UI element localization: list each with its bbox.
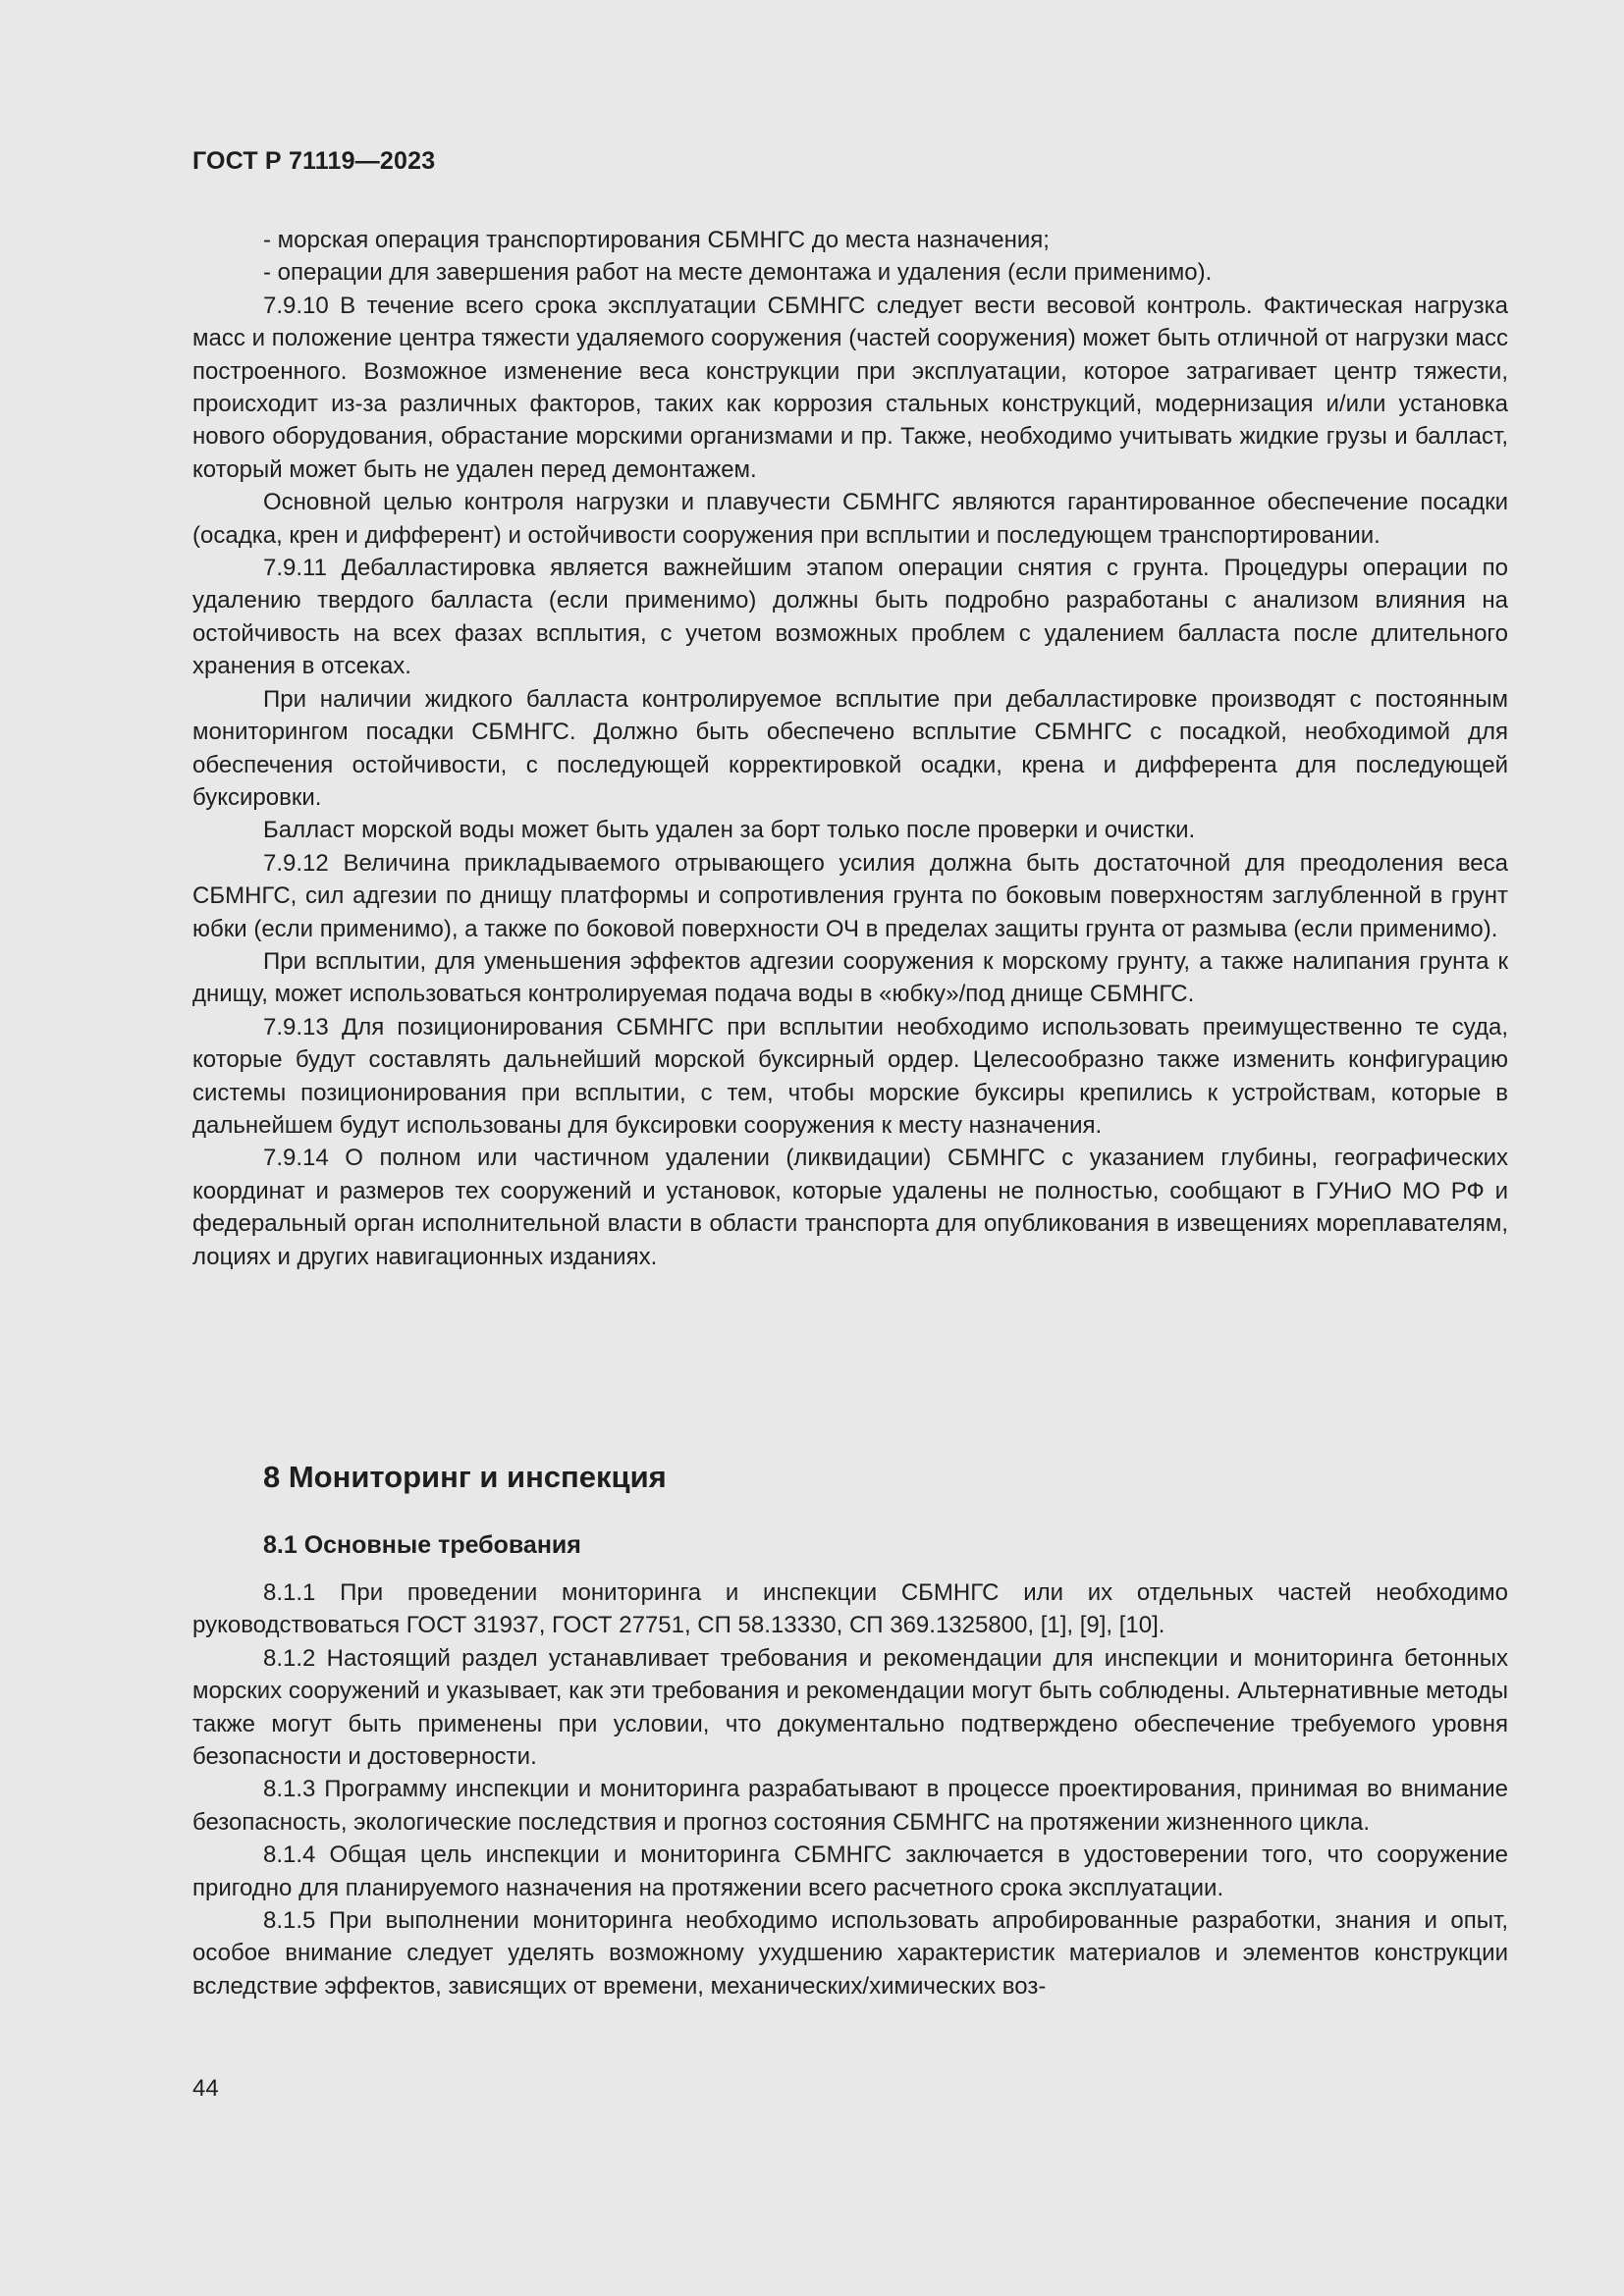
list-item: - операции для завершения работ на месте демонтажа и удаления (если применимо). bbox=[263, 259, 1213, 287]
paragraph-7-9-11: 7.9.11 Дебалластировка является важнейшим этапом операции снятия с грунта. Процедуры операции по удалению твердого балласта (если применимо) должны быть подробно разработаны с анализом влияния на остойчивость на всех фазах всплытия, с учетом возможных проблем с удалением балласта после длительного хранения в отсеках. bbox=[192, 555, 1508, 680]
subsection-heading: 8.1 Основные требования bbox=[263, 1531, 581, 1559]
body-text-top bbox=[192, 224, 1508, 1273]
list-item: - морская операция транспортирования СБМНГС до места назначения; bbox=[263, 227, 1050, 253]
paragraph-8-1-4: 8.1.4 Общая цель инспекции и мониторинга СБМНГС заключается в удостоверении того, что сооружение пригодно для планируемого назначения на протяжении всего расчетного срока эксплуатации. bbox=[192, 1842, 1508, 1901]
paragraph-7-9-10: 7.9.10 В течение всего срока эксплуатации СБМНГС следует вести весовой контроль. Фактическая нагрузка масс и положение центра тяжести удаляемого сооружения (частей сооружения) может быть отличной от нагрузки масс построенного. Возможное изменение веса конструкции при эксплуатации, которое затрагивает центр тяжести, происходит из-за различных факторов, таких как коррозия стальных конструкций, модернизация и/или установка нового оборудования, обрастание морскими организмами и пр. Также, необходимо учитывать жидкие грузы и балласт, который может быть не удален перед демонтажем. bbox=[192, 292, 1508, 483]
paragraph-8-1-1: 8.1.1 При проведении мониторинга и инспекции СБМНГС или их отдельных частей необходимо руководствоваться ГОСТ 31937, ГОСТ 27751, СП 58.13330, СП 369.1325800, [1], [9], [10]. bbox=[192, 1579, 1508, 1639]
paragraph: Основной целью контроля нагрузки и плавучести СБМНГС являются гарантированное обеспечение посадки (осадка, крен и дифферент) и остойчивости сооружения при всплытии и последующем транспортировании. bbox=[192, 489, 1508, 549]
paragraph: При наличии жидкого балласта контролируемое всплытие при дебалластировке производят с постоянным мониторингом посадки СБМНГС. Должно быть обеспечено всплытие СБМНГС с посадкой, необходимой для обеспечения остойчивости, с последующей корректировкой осадки, крена и дифферента для последующей буксировки. bbox=[192, 685, 1508, 811]
paragraph-7-9-14: 7.9.14 О полном или частичном удалении (ликвидации) СБМНГС с указанием глубины, географических координат и размеров тех сооружений и установок, которые удалены не полностью, сообщают в ГУНиО МО РФ и федеральный орган исполнительной власти в области транспорта для опубликования в извещениях мореплавателям, лоциях и других навигационных изданиях. bbox=[192, 1145, 1508, 1270]
paragraph-7-9-12: 7.9.12 Величина прикладываемого отрывающего усилия должна быть достаточной для преодоления веса СБМНГС, сил адгезии по днищу платформы и сопротивления грунта по боковым поверхностям заглубленной в грунт юбки (если применимо), а также по боковой поверхности ОЧ в пределах защиты грунта от размыва (если применимо). bbox=[192, 849, 1508, 942]
paragraph-8-1-5: 8.1.5 При выполнении мониторинга необходимо использовать апробированные разработки, знания и опыт, особое внимание следует уделять возможному ухудшению характеристик материалов и элементов конструкции вследствие эффектов, зависящих от времени, механических/химических воз- bbox=[192, 1907, 1508, 2000]
paragraph-7-9-13: 7.9.13 Для позиционирования СБМНГС при всплытии необходимо использовать преимущественно те суда, которые будут составлять дальнейший морской буксирный ордер. Целесообразно также изменить конфигурацию системы позиционирования при всплытии, с тем, чтобы морские буксиры крепились к устройствам, которые в дальнейшем будут использованы для буксировки сооружения к месту назначения. bbox=[192, 1013, 1508, 1139]
paragraph-8-1-3: 8.1.3 Программу инспекции и мониторинга разрабатывают в процессе проектирования, принимая во внимание безопасность, экологические последствия и прогноз состояния СБМНГС на протяжении жизненного цикла. bbox=[192, 1776, 1508, 1836]
page-number: 44 bbox=[192, 2075, 219, 2102]
section-heading: 8 Мониторинг и инспекция bbox=[263, 1460, 667, 1494]
paragraph: При всплытии, для уменьшения эффектов адгезии сооружения к морскому грунту, а также налипания грунта к днищу, может использоваться контролируемая подача воды в «юбку»/под днище СБМНГС. bbox=[192, 947, 1508, 1008]
paragraph: Балласт морской воды может быть удален за борт только после проверки и очистки. bbox=[263, 817, 1196, 844]
document-header-code: ГОСТ Р 71119—2023 bbox=[192, 147, 436, 175]
body-text-bottom bbox=[192, 1576, 1508, 2002]
paragraph-8-1-2: 8.1.2 Настоящий раздел устанавливает требования и рекомендации для инспекции и мониторинга бетонных морских сооружений и указывает, как эти требования и рекомендации могут быть соблюдены. Альтернативные методы также могут быть применены при условии, что документально подтверждено обеспечение требуемого уровня безопасности и достоверности. bbox=[192, 1644, 1508, 1771]
